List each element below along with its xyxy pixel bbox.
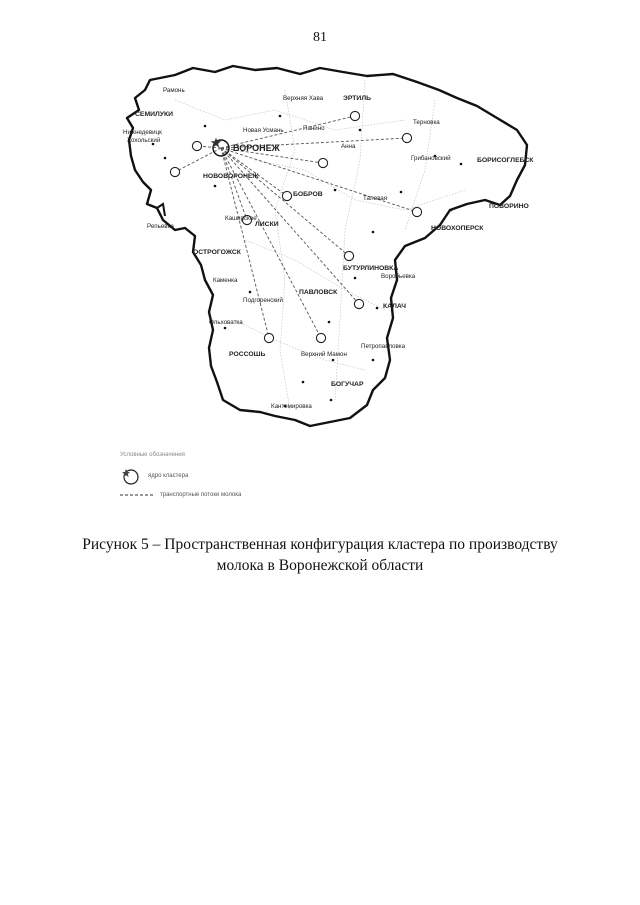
settlement-dot bbox=[450, 209, 453, 212]
city-label-boguchar: БОГУЧАР bbox=[331, 381, 364, 388]
city-label-olkhovatka: Ольховатка bbox=[209, 319, 243, 326]
cluster-node bbox=[264, 333, 273, 342]
city-label-paninno: Панино bbox=[303, 125, 325, 132]
cluster-node bbox=[350, 111, 359, 120]
star-icon bbox=[211, 138, 221, 148]
city-label-vorobyovka: Воробьевка bbox=[381, 273, 416, 280]
map-legend bbox=[120, 450, 340, 510]
city-label-anna: Анна bbox=[341, 143, 356, 150]
city-label-novokhopersk: НОВОХОПЕРСК bbox=[431, 225, 484, 232]
settlement-dot bbox=[334, 189, 337, 192]
page-number: 81 bbox=[313, 30, 327, 45]
legend-title: Условные обозначения bbox=[120, 452, 185, 458]
settlement-dot bbox=[204, 125, 207, 128]
region-border bbox=[127, 66, 527, 426]
cluster-node bbox=[170, 167, 179, 176]
settlement-dot bbox=[328, 321, 331, 324]
city-label-podgorensky: Подгоренский bbox=[243, 297, 283, 304]
cluster-node bbox=[354, 299, 363, 308]
city-label-kashirskoe: Каширское bbox=[225, 215, 257, 222]
city-label-kantemirovka: Кантемировка bbox=[271, 403, 312, 410]
city-label-povorino: ПОВОРИНО bbox=[489, 203, 529, 210]
cluster-node bbox=[192, 141, 201, 150]
city-label-rossosh: РОССОШЬ bbox=[229, 351, 266, 358]
caption-line-2: молока в Воронежской области bbox=[216, 557, 424, 574]
city-label-voronezh: ВОРОНЕЖ bbox=[233, 143, 280, 153]
city-label-borisoglebsk: БОРИСОГЛЕБСК bbox=[477, 157, 534, 164]
city-label-ertil: ЭРТИЛЬ bbox=[343, 95, 371, 102]
cluster-node bbox=[344, 251, 353, 260]
city-label-novaya-usman: Новая Усмань bbox=[243, 127, 284, 134]
city-label-repyevka: Репьевка bbox=[147, 223, 174, 230]
city-label-ramon: Рамонь bbox=[163, 87, 185, 94]
cluster-map bbox=[105, 60, 555, 450]
city-label-kamenka: Каменка bbox=[213, 277, 238, 284]
city-label-bobrov: БОБРОВ bbox=[293, 191, 323, 198]
city-label-semiluki: СЕМИЛУКИ bbox=[135, 111, 174, 118]
city-label-pavlovsk: ПАВЛОВСК bbox=[299, 289, 338, 296]
settlement-dot bbox=[372, 359, 375, 362]
city-label-nizhnedevitsk: Нижнедевицк bbox=[123, 129, 162, 136]
milk-flow-line bbox=[221, 148, 417, 212]
legend-flow-label: транспортные потоки молока bbox=[160, 492, 242, 498]
settlement-dot bbox=[359, 129, 362, 132]
city-label-khokholsky: Хохольский bbox=[127, 137, 161, 144]
legend-flow-row bbox=[120, 492, 241, 498]
city-label-gribanovsky: Грибановский bbox=[411, 155, 451, 162]
city-labels bbox=[123, 87, 534, 410]
caption-line-1: Рисунок 5 – Пространственная конфигурация кластера по производству bbox=[82, 536, 558, 553]
figure-caption bbox=[60, 534, 580, 576]
legend-core-row bbox=[120, 466, 188, 486]
city-label-petropavlovka: Петропавловка bbox=[361, 343, 406, 350]
settlement-dot bbox=[376, 307, 379, 310]
city-label-talovaya: Таловая bbox=[363, 195, 388, 202]
settlement-dot bbox=[224, 327, 227, 330]
cluster-node bbox=[402, 133, 411, 142]
settlement-dot bbox=[372, 231, 375, 234]
city-label-novovoronezh: НОВОВОРОНЕЖ bbox=[203, 173, 259, 180]
settlement-dot bbox=[302, 381, 305, 384]
city-label-ternovka: Терновка bbox=[413, 119, 440, 126]
settlement-dot bbox=[330, 399, 333, 402]
settlement-dot bbox=[400, 191, 403, 194]
city-label-ostrogozhsk: ОСТРОГОЖСК bbox=[193, 249, 241, 256]
settlement-dot bbox=[164, 157, 167, 160]
legend-core-label: ядро кластера bbox=[148, 473, 189, 479]
city-label-kalach: КАЛАЧ bbox=[383, 303, 407, 310]
cluster-core-icon bbox=[120, 466, 142, 486]
settlement-dot bbox=[460, 163, 463, 166]
cluster-node bbox=[318, 158, 327, 167]
cluster-node bbox=[316, 333, 325, 342]
milk-flow-line bbox=[221, 148, 359, 304]
cluster-node bbox=[412, 207, 421, 216]
city-label-buturlinovka: БУТУРЛИНОВКА bbox=[343, 265, 399, 272]
city-label-verkhnyaya-khava: Верхняя Хава bbox=[283, 95, 324, 102]
settlement-dot bbox=[332, 359, 335, 362]
city-label-verkhny-mamon: Верхний Мамон bbox=[301, 351, 347, 358]
settlement-dot bbox=[214, 185, 217, 188]
settlement-dot bbox=[279, 115, 282, 118]
settlement-dot bbox=[354, 277, 357, 280]
settlement-dot bbox=[249, 291, 252, 294]
cluster-node bbox=[282, 191, 291, 200]
map-svg bbox=[105, 60, 555, 450]
dashed-line-icon bbox=[120, 492, 154, 498]
city-label-liski: ЛИСКИ bbox=[255, 221, 279, 228]
